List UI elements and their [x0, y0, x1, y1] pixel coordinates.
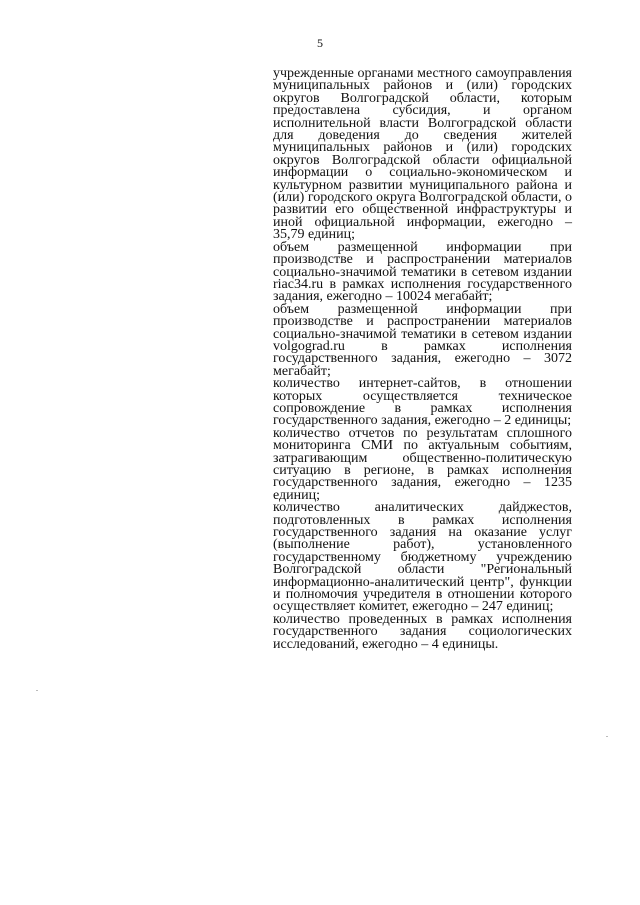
paragraph-websites-count: количество интернет-сайтов, в отношении которых осуществляется техническое сопровождение в рамках исполнения государственного задания, ежегодно – 2 единицы; [273, 376, 572, 429]
paragraph-subsidy-info: учрежденные органами местного самоуправления муниципальных районов и (или) городских округов Волгоградской области, которым предоставлена субсидия, и органом исполнительной власти Волгоградской области для доведения до сведения жителей муниципальных районов и (или) городских округов Волгоградской области официальной информации о социально-экономическом и культурном развитии муниципального района и (или) городского округа Волгоградской области, о развитии его общественной инфраструктуры и иной официальной информации, ежегодно – 35,79 единиц; [273, 66, 572, 243]
paragraph-riac34-volume: объем размещенной информации при производстве и распространении материалов социально-значимой тематики в сетевом издании riac34.ru в рамках исполнения государственного задания, ежегодно – 10024 мегабайт; [273, 239, 572, 305]
paragraph-sociological-research: количество проведенных в рамках исполнения государственного задания социологических исследований, ежегодно – 4 единицы. [273, 611, 572, 652]
paragraph-monitoring-reports: количество отчетов по результатам сплошного мониторинга СМИ по актуальным событиям, затрагивающим общественно-политическую ситуацию в регионе, в рамках исполнения государственного задания, ежегодно – 1235 единиц; [273, 425, 572, 503]
scan-speck-right [606, 736, 608, 737]
scan-speck-left [36, 690, 38, 691]
page-number: 5 [317, 36, 323, 50]
paragraph-volgograd-volume: объем размещенной информации при производстве и распространении материалов социально-значимой тематики в сетевом издании volgograd.ru в рамках исполнения государственного задания, ежегодно – 3072 мегабайт; [273, 301, 572, 379]
paragraph-analytic-digests: количество аналитических дайджестов, подготовленных в рамках исполнения государственного задания на оказание услуг (выполнение работ), установленного государственному бюджетному учреждению Волгоградской области "Региональный информационно-аналитический центр", функции и полномочия учредителя в отношении которого осуществляет комитет, ежегодно – 247 единиц; [273, 500, 572, 615]
document-body [273, 68, 572, 651]
